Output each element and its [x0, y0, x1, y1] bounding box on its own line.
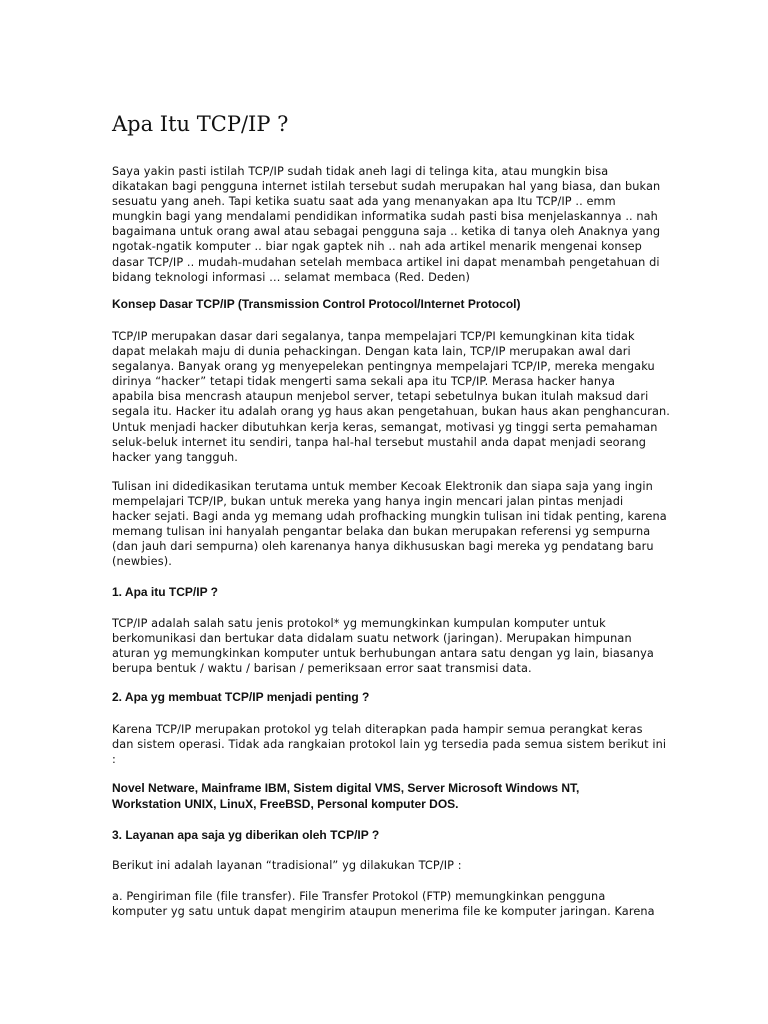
- text-line: Karena TCP/IP merupakan protokol yg telah diterapkan pada hampir semua perangkat keras: [112, 723, 643, 736]
- text-line: sesuatu yang aneh. Tapi ketika suatu saat ada yang menanyakan apa Itu TCP/IP .. emm: [112, 195, 616, 209]
- text-line: :: [112, 753, 116, 767]
- text-line: berupa bentuk / waktu / barisan / pemeriksaan error saat transmisi data.: [112, 662, 532, 676]
- text-line: TCP/IP merupakan dasar dari segalanya, tanpa mempelajari TCP/PI kemungkinan kita tidak: [112, 330, 635, 343]
- text-line: dasar TCP/IP .. mudah-mudahan setelah membaca artikel ini dapat menambah pengetahuan di: [112, 255, 660, 269]
- section-3a-paragraph: [112, 889, 660, 919]
- text-line: apabila bisa mencrash ataupun menjebol server, tetapi sebetulnya bukan itulah maksud dari: [112, 390, 649, 404]
- section-2-paragraph: [112, 722, 667, 767]
- text-line: seluk-beluk internet itu sendiri, tanpa hal-hal tersebut mustahil anda dapat menjadi seorang: [112, 435, 646, 449]
- text-line: mempelajari TCP/IP, bukan untuk mereka yang hanya ingin mencari jalan pintas menjadi: [112, 495, 624, 509]
- text-line: hacker sejati. Bagi anda yg memang udah profhacking mungkin tulisan ini tidak penting, karena: [112, 510, 667, 524]
- section-heading-3: 3. Layanan apa saja yg diberikan oleh TCP/IP ?: [112, 828, 380, 842]
- text-line: (dan jauh dari sempurna) oleh karenanya hanya dikhususkan bagi mereka yg pendatang baru: [112, 540, 654, 554]
- text-line: Tulisan ini didedikasikan terutama untuk member Kecoak Elektronik dan siapa saja yang ingin: [112, 480, 653, 493]
- section-heading-konsep: Konsep Dasar TCP/IP (Transmission Control Protocol/Internet Protocol): [112, 297, 521, 311]
- text-line: bagaimana untuk orang awal atau sebagai pengguna saja .. ketika di tanya oleh Anaknya yang: [112, 225, 661, 239]
- text-line: hacker yang tangguh.: [112, 450, 238, 464]
- text-line: dan sistem operasi. Tidak ada rangkaian protokol lain yg tersedia pada semua sistem berikut ini: [112, 738, 667, 752]
- text-line: TCP/IP adalah salah satu jenis protokol* yg memungkinkan kumpulan komputer untuk: [112, 617, 606, 630]
- text-line: komputer yg satu untuk dapat mengirim ataupun menerima file ke komputer jaringan. Karena: [112, 905, 655, 919]
- konsep-paragraph: [112, 329, 670, 465]
- text-line: (newbies).: [112, 555, 172, 569]
- section-heading-2: 2. Apa yg membuat TCP/IP menjadi penting ?: [112, 690, 370, 704]
- text-line: Workstation UNIX, LinuX, FreeBSD, Personal komputer DOS.: [112, 796, 459, 811]
- text-line: mungkin bagi yang mendalami pendidikan informatika sudah pasti bisa menjelaskannya .. nah: [112, 210, 658, 224]
- section-3-paragraph: [112, 858, 660, 873]
- text-line: bidang teknologi informasi … selamat membaca (Red. Deden): [112, 270, 471, 284]
- text-line: Berikut ini adalah layanan “tradisional” yg dilakukan TCP/IP :: [112, 859, 462, 872]
- text-line: Untuk menjadi hacker dibutuhkan kerja keras, semangat, motivasi yg tinggi serta pemahaman: [112, 420, 658, 434]
- text-line: Saya yakin pasti istilah TCP/IP sudah tidak aneh lagi di telinga kita, atau mungkin bisa: [112, 165, 609, 178]
- text-line: segalanya. Banyak orang yg menyepelekan pentingnya mempelajari TCP/IP, mereka mengaku: [112, 360, 655, 374]
- systems-list: [112, 781, 579, 812]
- dedikasi-paragraph: [112, 479, 667, 570]
- section-1-paragraph: [112, 616, 660, 676]
- text-line: a. Pengiriman file (file transfer). File Transfer Protokol (FTP) memungkinkan pengguna: [112, 890, 606, 903]
- text-line: Novel Netware, Mainframe IBM, Sistem digital VMS, Server Microsoft Windows NT,: [112, 781, 580, 795]
- text-line: memang tulisan ini hanyalah pengantar belaka dan bukan merupakan referensi yg sempurna: [112, 525, 651, 539]
- text-line: dikatakan bagi pengguna internet istilah tersebut sudah merupakan hal yang biasa, dan bukan: [112, 180, 661, 194]
- text-line: aturan yg memungkinkan komputer untuk berhubungan antara satu dengan yg lain, biasanya: [112, 647, 654, 661]
- text-line: berkomunikasi dan bertukar data didalam suatu network (jaringan). Merupakan himpunan: [112, 632, 632, 646]
- section-heading-1: 1. Apa itu TCP/IP ?: [112, 585, 219, 599]
- text-line: dapat melakah maju di dunia pehackingan. Dengan kata lain, TCP/IP merupakan awal dari: [112, 345, 631, 359]
- text-line: segala itu. Hacker itu adalah orang yg haus akan pengetahuan, bukan haus akan penghancuran.: [112, 405, 670, 419]
- text-line: ngotak-ngatik komputer .. biar ngak gaptek nih .. nah ada artikel menarik mengenai konsep: [112, 240, 642, 254]
- document-title: Apa Itu TCP/IP ?: [112, 112, 289, 136]
- text-line: dirinya “hacker” tetapi tidak mengerti sama sekali apa itu TCP/IP. Merasa hacker hanya: [112, 375, 615, 389]
- intro-paragraph: [112, 164, 660, 285]
